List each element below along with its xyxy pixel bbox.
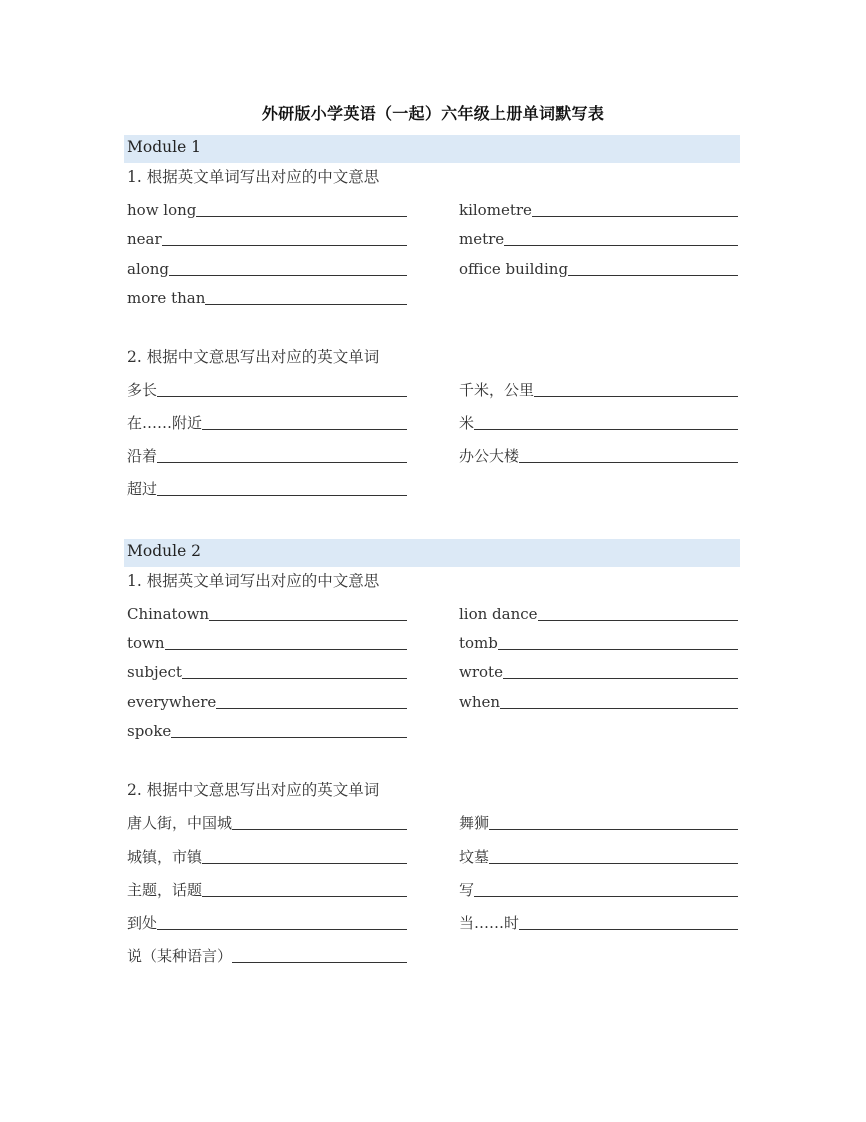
- module-1-part-1-instruction: 1. 根据英文单词写出对应的中文意思: [127, 168, 380, 186]
- answer-blank[interactable]: [519, 914, 738, 930]
- fill-in-line[interactable]: [127, 812, 407, 832]
- fill-in-line[interactable]: [459, 912, 738, 932]
- fill-in-line[interactable]: [459, 412, 738, 432]
- fill-in-line[interactable]: [459, 379, 738, 399]
- fill-in-line[interactable]: [459, 661, 738, 681]
- fill-in-line[interactable]: [127, 412, 407, 432]
- fill-in-line[interactable]: [459, 812, 738, 832]
- word-label: when: [459, 693, 501, 711]
- answer-blank[interactable]: [504, 230, 738, 246]
- answer-blank[interactable]: [202, 414, 407, 430]
- fill-in-line[interactable]: [127, 379, 407, 399]
- word-label: more than: [127, 289, 206, 307]
- word-label: 唐人街，中国城: [127, 814, 233, 832]
- module-2-header: [124, 539, 740, 567]
- answer-blank[interactable]: [157, 914, 407, 930]
- fill-in-line[interactable]: [459, 691, 738, 711]
- fill-in-line[interactable]: [127, 912, 407, 932]
- fill-in-line[interactable]: [459, 632, 738, 652]
- module-2-part-1-instruction: 1. 根据英文单词写出对应的中文意思: [127, 572, 380, 590]
- fill-in-line[interactable]: [459, 603, 738, 623]
- fill-in-line[interactable]: [127, 199, 407, 219]
- word-label: 说（某种语言）: [127, 947, 233, 965]
- word-label: wrote: [459, 663, 503, 681]
- module-2-part-2-instruction: 2. 根据中文意思写出对应的英文单词: [127, 781, 380, 799]
- word-label: 主题，话题: [127, 881, 203, 899]
- fill-in-line[interactable]: [459, 445, 738, 465]
- word-label: 办公大楼: [459, 447, 520, 465]
- word-label: everywhere: [127, 693, 217, 711]
- word-label: 米: [459, 414, 475, 432]
- fill-in-line[interactable]: [459, 228, 738, 248]
- word-label: spoke: [127, 722, 172, 740]
- answer-blank[interactable]: [489, 848, 738, 864]
- word-label: 城镇，市镇: [127, 848, 203, 866]
- fill-in-line[interactable]: [127, 661, 407, 681]
- word-label: 坟墓: [459, 848, 490, 866]
- module-title: Module 1: [127, 138, 202, 156]
- word-label: 沿着: [127, 447, 158, 465]
- word-label: along: [127, 260, 170, 278]
- answer-blank[interactable]: [498, 634, 738, 650]
- fill-in-line[interactable]: [127, 846, 407, 866]
- word-label: near: [127, 230, 162, 248]
- answer-blank[interactable]: [519, 447, 738, 463]
- word-label: office building: [459, 260, 569, 278]
- fill-in-line[interactable]: [459, 846, 738, 866]
- answer-blank[interactable]: [538, 605, 738, 621]
- answer-blank[interactable]: [216, 693, 407, 709]
- word-label: 到处: [127, 914, 158, 932]
- answer-blank[interactable]: [534, 381, 738, 397]
- answer-blank[interactable]: [182, 663, 407, 679]
- answer-blank[interactable]: [157, 480, 407, 496]
- word-label: tomb: [459, 634, 498, 652]
- word-label: lion dance: [459, 605, 538, 623]
- fill-in-line[interactable]: [127, 445, 407, 465]
- answer-blank[interactable]: [232, 947, 407, 963]
- answer-blank[interactable]: [202, 848, 407, 864]
- word-label: Chinatown: [127, 605, 210, 623]
- fill-in-line[interactable]: [127, 478, 407, 498]
- word-label: kilometre: [459, 201, 532, 219]
- answer-blank[interactable]: [532, 201, 738, 217]
- fill-in-line[interactable]: [127, 258, 407, 278]
- module-1-header: [124, 135, 740, 163]
- answer-blank[interactable]: [157, 447, 407, 463]
- word-label: 超过: [127, 480, 158, 498]
- word-label: metre: [459, 230, 505, 248]
- answer-blank[interactable]: [157, 381, 407, 397]
- word-label: town: [127, 634, 165, 652]
- answer-blank[interactable]: [171, 722, 407, 738]
- fill-in-line[interactable]: [459, 258, 738, 278]
- answer-blank[interactable]: [209, 605, 407, 621]
- word-label: 写: [459, 881, 475, 899]
- answer-blank[interactable]: [500, 693, 738, 709]
- answer-blank[interactable]: [474, 414, 738, 430]
- answer-blank[interactable]: [196, 201, 407, 217]
- worksheet-title: 外研版小学英语（一起）六年级上册单词默写表: [261, 104, 605, 123]
- word-label: 在……附近: [127, 414, 203, 432]
- word-label: 千米，公里: [459, 381, 535, 399]
- answer-blank[interactable]: [202, 881, 407, 897]
- word-label: 多长: [127, 381, 158, 399]
- fill-in-line[interactable]: [127, 691, 407, 711]
- answer-blank[interactable]: [205, 289, 407, 305]
- word-label: subject: [127, 663, 182, 681]
- answer-blank[interactable]: [232, 814, 407, 830]
- word-label: 舞狮: [459, 814, 490, 832]
- answer-blank[interactable]: [169, 260, 407, 276]
- answer-blank[interactable]: [165, 634, 407, 650]
- answer-blank[interactable]: [162, 230, 407, 246]
- fill-in-line[interactable]: [127, 632, 407, 652]
- fill-in-line[interactable]: [127, 228, 407, 248]
- fill-in-line[interactable]: [127, 720, 407, 740]
- fill-in-line[interactable]: [127, 879, 407, 899]
- word-label: how long: [127, 201, 197, 219]
- answer-blank[interactable]: [503, 663, 738, 679]
- answer-blank[interactable]: [568, 260, 738, 276]
- answer-blank[interactable]: [489, 814, 738, 830]
- word-label: 当……时: [459, 914, 520, 932]
- module-1-part-2-instruction: 2. 根据中文意思写出对应的英文单词: [127, 348, 380, 366]
- fill-in-line[interactable]: [127, 287, 407, 307]
- module-title: Module 2: [127, 542, 202, 560]
- fill-in-line[interactable]: [459, 199, 738, 219]
- fill-in-line[interactable]: [127, 603, 407, 623]
- fill-in-line[interactable]: [127, 945, 407, 965]
- answer-blank[interactable]: [474, 881, 738, 897]
- fill-in-line[interactable]: [459, 879, 738, 899]
